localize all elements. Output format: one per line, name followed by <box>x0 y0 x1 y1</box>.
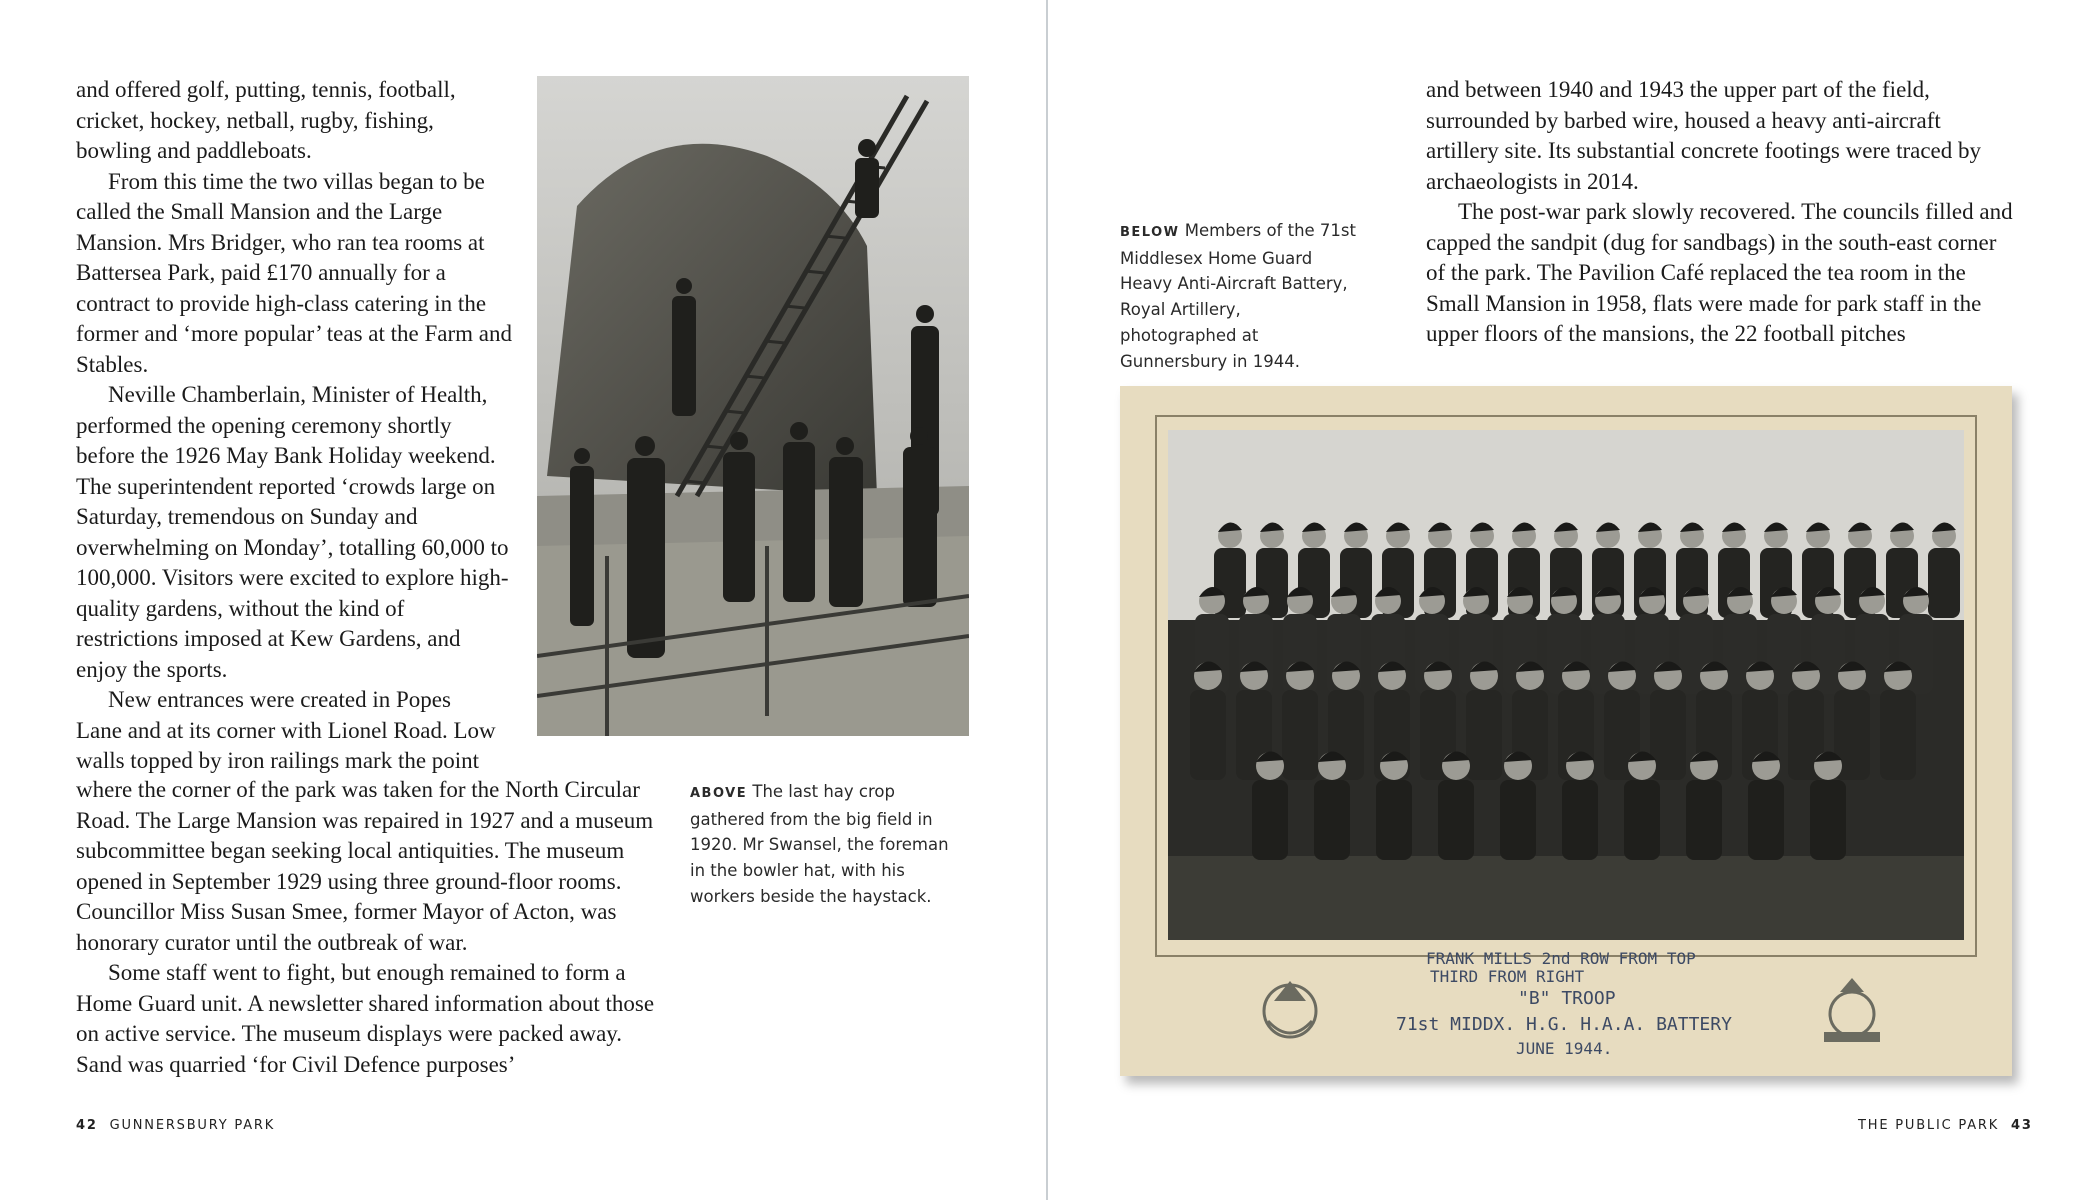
paragraph: where the corner of the park was taken for the North Circular Road. The Large Mansion was repaired in 1927 and a museum subcommittee began seeking local antiquities. The museum opened in September 1929 using three ground-floor rooms. Councillor Miss Susan Smee, former Mayor of Acton, was honorary curator until the outbreak of war. <box>76 777 654 955</box>
inscription-line: FRANK MILLS 2nd ROW FROM TOP <box>1426 949 1696 968</box>
paragraph: Neville Chamberlain, Minister of Health, performed the opening ceremony shortly before the 1926 May Bank Holiday weekend. The superintendent reported ‘crowds large on Saturday, tremendous on Sunday and overwhelming on Monday’, totalling 60,000 to 100,000. Visitors were excited to explore high-quality gardens, without the kind of restrictions imposed at Kew Gardens, and enjoy the sports. <box>76 382 509 682</box>
photo-caption-below <box>1120 218 1360 374</box>
left-text-lower <box>76 775 676 1080</box>
home-guard-photo-image <box>1120 386 2012 1076</box>
folio-right <box>1858 1118 2033 1133</box>
caption-text: Members of the 71st Middlesex Home Guard Heavy Anti-Aircraft Battery, Royal Artillery, photographed at Gunnersbury in 1944. <box>1120 221 1356 371</box>
running-head: GUNNERSBURY PARK <box>109 1118 276 1133</box>
paragraph: Some staff went to fight, but enough remained to form a Home Guard unit. A newsletter shared information about those on active service. The museum displays were packed away. Sand was quarried ‘for Civil Defence purposes’ <box>76 960 655 1077</box>
home-guard-photo <box>1120 386 2012 1076</box>
running-head: THE PUBLIC PARK <box>1858 1118 2000 1133</box>
inscription-battery: 71st MIDDX. H.G. H.A.A. BATTERY <box>1396 1014 1732 1035</box>
paragraph: The post-war park slowly recovered. The councils filled and capped the sandpit (dug for sandbags) in the south-east corner of the park. The Pavilion Café replaced the tea room in the Small Mansion in 1958, flats were made for park staff in the upper floors of the mansions, the 22 football pitches <box>1426 199 2013 346</box>
right-text <box>1426 75 2014 350</box>
caption-text: The last hay crop gathered from the big field in 1920. Mr Swansel, the foreman in the bowler hat, with his workers beside the haystack. <box>690 782 949 906</box>
paragraph: and between 1940 and 1943 the upper part of the field, surrounded by barbed wire, housed a heavy anti-aircraft artillery site. Its substantial concrete footings were traced by archaeologists in 2014. <box>1426 77 1981 194</box>
page-number: 42 <box>76 1118 98 1133</box>
page-gutter <box>1046 0 1048 1200</box>
page-number: 43 <box>2010 1118 2033 1133</box>
inscription-date: JUNE 1944. <box>1516 1039 1613 1058</box>
paragraph: New entrances were created in Popes Lane and at its corner with Lionel Road. Low walls topped by iron railings mark the point <box>76 687 496 773</box>
haystack-photo <box>537 76 969 736</box>
caption-tag: ABOVE <box>690 786 748 801</box>
badge-left-icon <box>1264 981 1316 1037</box>
paragraph: and offered golf, putting, tennis, football, cricket, hockey, netball, rugby, fishing, bowling and paddleboats. <box>76 77 456 163</box>
inscription-line: THIRD FROM RIGHT <box>1430 967 1585 986</box>
folio-left <box>76 1118 275 1133</box>
inscription-troop: "B" TROOP <box>1518 988 1616 1009</box>
haystack-photo-image <box>537 76 969 736</box>
paragraph: From this time the two villas began to be called the Small Mansion and the Large Mansion. Mrs Bridger, who ran tea rooms at Battersea Park, paid £170 annually for a contract to provide high-class catering in the former and ‘more popular’ teas at the Farm and Stables. <box>76 168 512 377</box>
caption-tag: BELOW <box>1120 225 1180 240</box>
left-text-upper <box>76 75 512 777</box>
badge-right-icon <box>1824 978 1880 1042</box>
photo-caption-above <box>690 779 966 910</box>
